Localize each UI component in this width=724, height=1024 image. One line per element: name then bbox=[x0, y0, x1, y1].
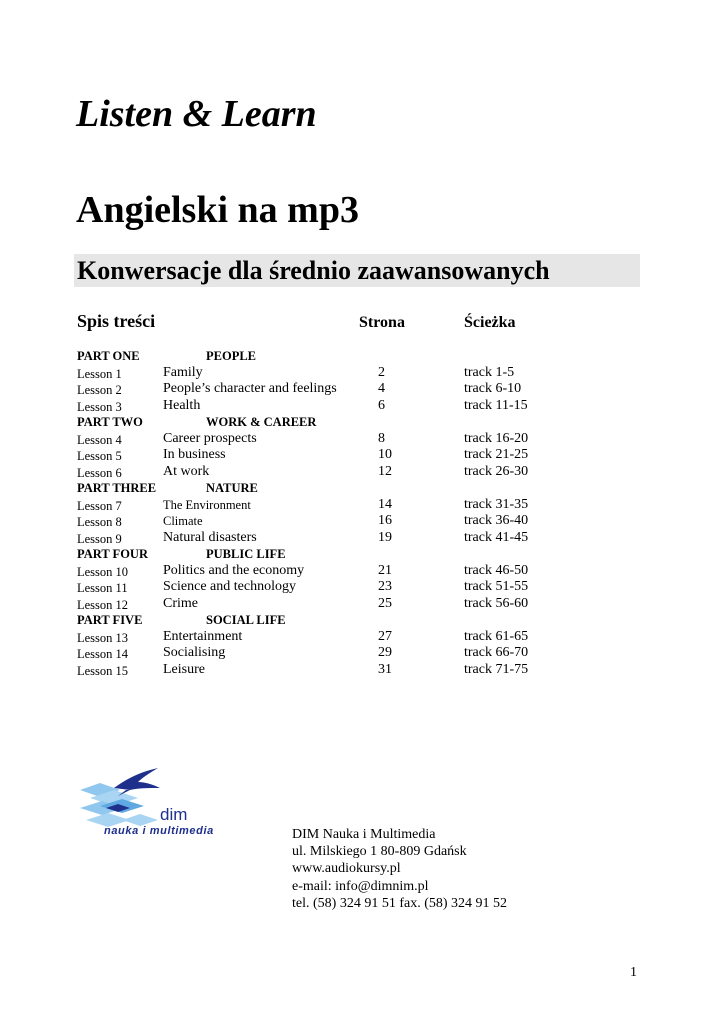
contact-line: DIM Nauka i Multimedia bbox=[292, 827, 436, 842]
lesson-label: Lesson 13 bbox=[77, 630, 129, 645]
toc-lesson-row bbox=[0, 596, 724, 613]
lesson-title: People’s character and feelings bbox=[163, 381, 337, 396]
lesson-title: Climate bbox=[163, 514, 203, 528]
lesson-page: 31 bbox=[378, 661, 392, 677]
lesson-track: track 21-25 bbox=[464, 447, 529, 462]
toc-lesson-row bbox=[0, 381, 724, 398]
lesson-title: Career prospects bbox=[163, 430, 257, 446]
part-label: PART THREE bbox=[77, 481, 157, 495]
lesson-label: Lesson 14 bbox=[77, 647, 129, 661]
logo-tagline: nauka i multimedia bbox=[104, 825, 214, 837]
lesson-label: Lesson 5 bbox=[77, 449, 122, 463]
lesson-track: track 31-35 bbox=[464, 496, 529, 512]
lesson-track: track 66-70 bbox=[464, 645, 529, 660]
lesson-track: track 56-60 bbox=[464, 595, 529, 611]
lesson-track: track 1-5 bbox=[464, 364, 515, 380]
toc-header bbox=[0, 311, 724, 335]
lesson-title: Politics and the economy bbox=[163, 562, 305, 578]
toc-lesson-row bbox=[0, 579, 724, 596]
toc-lesson-row bbox=[0, 662, 724, 679]
lesson-page: 10 bbox=[378, 447, 392, 462]
lesson-title: Family bbox=[163, 364, 203, 380]
lesson-label: Lesson 11 bbox=[77, 581, 128, 595]
table-of-contents bbox=[0, 348, 724, 678]
lesson-page: 23 bbox=[378, 579, 392, 594]
lesson-label: Lesson 6 bbox=[77, 465, 122, 480]
lesson-label: Lesson 3 bbox=[77, 399, 122, 414]
lesson-track: track 61-65 bbox=[464, 628, 529, 644]
lesson-label: Lesson 4 bbox=[77, 432, 122, 447]
lesson-page: 2 bbox=[378, 364, 385, 380]
lesson-page: 8 bbox=[378, 430, 385, 446]
lesson-label: Lesson 7 bbox=[77, 498, 122, 513]
lesson-label: Lesson 1 bbox=[77, 366, 122, 381]
toc-part-row bbox=[0, 546, 724, 563]
toc-lesson-row bbox=[0, 398, 724, 415]
lesson-title: Socialising bbox=[163, 645, 226, 660]
lesson-page: 4 bbox=[378, 381, 385, 396]
publisher-contact bbox=[292, 826, 507, 912]
product-title: Angielski na mp3 bbox=[76, 189, 359, 231]
lesson-label: Lesson 12 bbox=[77, 597, 129, 612]
toc-part-row bbox=[0, 348, 724, 365]
dim-logo bbox=[78, 760, 272, 840]
contact-line: tel. (58) 324 91 51 fax. (58) 324 91 52 bbox=[292, 895, 508, 911]
toc-part-row bbox=[0, 480, 724, 497]
lesson-track: track 11-15 bbox=[464, 397, 528, 413]
lesson-page: 19 bbox=[378, 529, 392, 545]
lesson-title: Entertainment bbox=[163, 628, 243, 644]
document-title: Listen & Learn bbox=[76, 93, 317, 135]
lesson-page: 6 bbox=[378, 397, 385, 413]
contact-line: www.audiokursy.pl bbox=[292, 861, 401, 877]
toc-lesson-row bbox=[0, 563, 724, 580]
lesson-title: Health bbox=[163, 397, 201, 413]
lesson-track: track 51-55 bbox=[464, 579, 529, 594]
toc-heading: Spis treści bbox=[77, 311, 156, 331]
toc-lesson-row bbox=[0, 431, 724, 448]
lesson-title: Crime bbox=[163, 595, 198, 611]
lesson-track: track 6-10 bbox=[464, 381, 522, 396]
part-label: PART FOUR bbox=[77, 547, 148, 561]
toc-lesson-row bbox=[0, 497, 724, 514]
part-label: PART FIVE bbox=[77, 613, 143, 627]
lesson-page: 27 bbox=[378, 628, 392, 644]
logo-word: dim bbox=[160, 805, 188, 824]
toc-lesson-row bbox=[0, 530, 724, 547]
lesson-track: track 26-30 bbox=[464, 463, 529, 479]
part-title: SOCIAL LIFE bbox=[206, 613, 286, 627]
lesson-label: Lesson 8 bbox=[77, 515, 122, 529]
lesson-page: 16 bbox=[378, 513, 392, 528]
part-title: PUBLIC LIFE bbox=[206, 547, 286, 561]
toc-lesson-row bbox=[0, 645, 724, 662]
toc-lesson-row bbox=[0, 447, 724, 464]
lesson-title: Natural disasters bbox=[163, 529, 257, 545]
lesson-label: Lesson 15 bbox=[77, 663, 129, 678]
part-label: PART ONE bbox=[77, 349, 140, 363]
lesson-title: At work bbox=[163, 463, 210, 479]
part-label: PART TWO bbox=[77, 415, 143, 429]
part-title: NATURE bbox=[206, 481, 258, 495]
subtitle: Konwersacje dla średnio zaawansowanych bbox=[77, 256, 550, 285]
lesson-track: track 16-20 bbox=[464, 430, 529, 446]
lesson-title: Science and technology bbox=[163, 579, 296, 594]
lesson-title: The Environment bbox=[163, 497, 251, 512]
lesson-track: track 41-45 bbox=[464, 529, 529, 545]
lesson-page: 25 bbox=[378, 595, 392, 611]
lesson-label: Lesson 9 bbox=[77, 531, 122, 546]
lesson-page: 12 bbox=[378, 463, 392, 479]
part-title: PEOPLE bbox=[206, 349, 257, 363]
lesson-page: 29 bbox=[378, 645, 392, 660]
lesson-title: In business bbox=[163, 447, 226, 462]
toc-part-row bbox=[0, 612, 724, 629]
lesson-page: 21 bbox=[378, 562, 392, 578]
part-title: WORK & CAREER bbox=[206, 415, 317, 429]
toc-lesson-row bbox=[0, 365, 724, 382]
page-number: 1 bbox=[630, 965, 637, 980]
page-column-heading: Strona bbox=[359, 314, 405, 331]
dim-logo-icon bbox=[78, 760, 272, 840]
lesson-track: track 46-50 bbox=[464, 562, 529, 578]
lesson-track: track 36-40 bbox=[464, 513, 529, 528]
track-column-heading: Ścieżka bbox=[464, 314, 516, 331]
lesson-track: track 71-75 bbox=[464, 661, 529, 677]
toc-lesson-row bbox=[0, 513, 724, 530]
lesson-page: 14 bbox=[378, 496, 392, 512]
contact-line: e-mail: info@dimnim.pl bbox=[292, 878, 429, 894]
lesson-title: Leisure bbox=[163, 661, 205, 677]
lesson-label: Lesson 10 bbox=[77, 564, 129, 579]
toc-lesson-row bbox=[0, 464, 724, 481]
contact-line: ul. Milskiego 1 80-809 Gdańsk bbox=[292, 844, 467, 860]
toc-lesson-row bbox=[0, 629, 724, 646]
toc-part-row bbox=[0, 414, 724, 431]
lesson-label: Lesson 2 bbox=[77, 383, 122, 397]
